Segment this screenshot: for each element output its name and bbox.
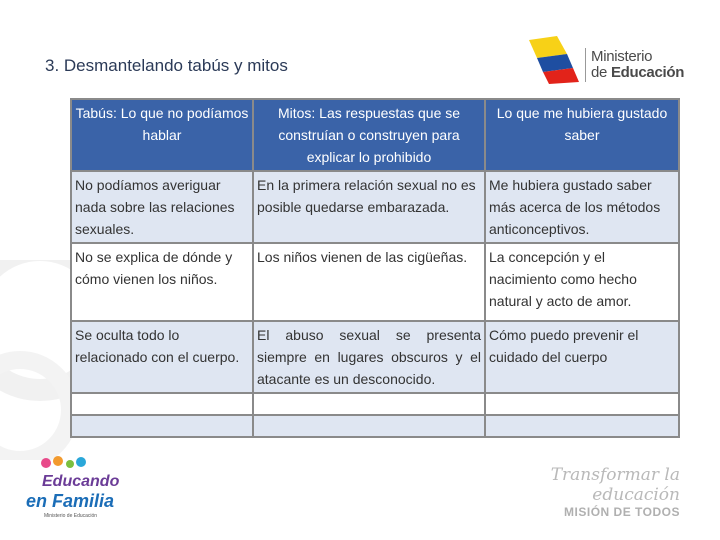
ministerio-logo <box>527 34 687 86</box>
table-cell <box>485 393 679 415</box>
table-row <box>71 243 679 321</box>
table-cell: No se explica de dónde y cómo vienen los niños. <box>71 243 253 321</box>
table-cell: Los niños vienen de las cigüeñas. <box>253 243 485 321</box>
table-cell <box>253 393 485 415</box>
logo-line-2-prefix: de <box>591 64 611 81</box>
table-cell: La concepción y el nacimiento como hecho natural y acto de amor. <box>485 243 679 321</box>
table-cell: No podíamos averiguar nada sobre las relaciones sexuales. <box>71 171 253 243</box>
logo-divider <box>585 48 586 82</box>
table-cell <box>71 393 253 415</box>
table-header-row <box>71 99 679 171</box>
header-cell-tabus: Tabús: Lo que no podíamos hablar <box>71 99 253 171</box>
table-row <box>71 321 679 393</box>
header-cell-saber: Lo que me hubiera gustado saber <box>485 99 679 171</box>
slogan-line-1: Transformar la educación <box>550 465 680 505</box>
ecuador-flag-icon <box>527 34 585 86</box>
table-row <box>71 415 679 437</box>
table-row <box>71 171 679 243</box>
logo-familia-line-3: Ministerio de Educación <box>44 513 98 519</box>
table-cell <box>485 415 679 437</box>
table-cell: Cómo puedo prevenir el cuidado del cuerpo <box>485 321 679 393</box>
table-row <box>71 393 679 415</box>
table-cell <box>253 415 485 437</box>
logo-line-2 <box>591 64 684 81</box>
educando-familia-logo <box>20 455 130 525</box>
table-cell <box>71 415 253 437</box>
table-cell: Me hubiera gustado saber más acerca de los métodos anticonceptivos. <box>485 171 679 243</box>
page-title: 3. Desmantelando tabús y mitos <box>45 56 288 75</box>
table-cell: El abuso sexual se presenta siempre en lugares obscuros y el atacante es un desconocido. <box>253 321 485 393</box>
logo-familia-line-2: en Familia <box>26 491 115 511</box>
slogan <box>520 465 680 519</box>
table-cell: Se oculta todo lo relacionado con el cuerpo. <box>71 321 253 393</box>
slogan-line-2: MISIÓN DE TODOS <box>564 505 680 519</box>
logo-familia-line-1: Educando <box>42 473 120 490</box>
header-cell-mitos: Mitos: Las respuestas que se construían o construyen para explicar lo prohibido <box>253 99 485 171</box>
logo-line-2-bold: Educación <box>610 64 685 81</box>
logo-line-1: Ministerio <box>591 48 653 65</box>
table-cell: En la primera relación sexual no es posible quedarse embarazada. <box>253 171 485 243</box>
tabus-mitos-table <box>70 98 680 438</box>
